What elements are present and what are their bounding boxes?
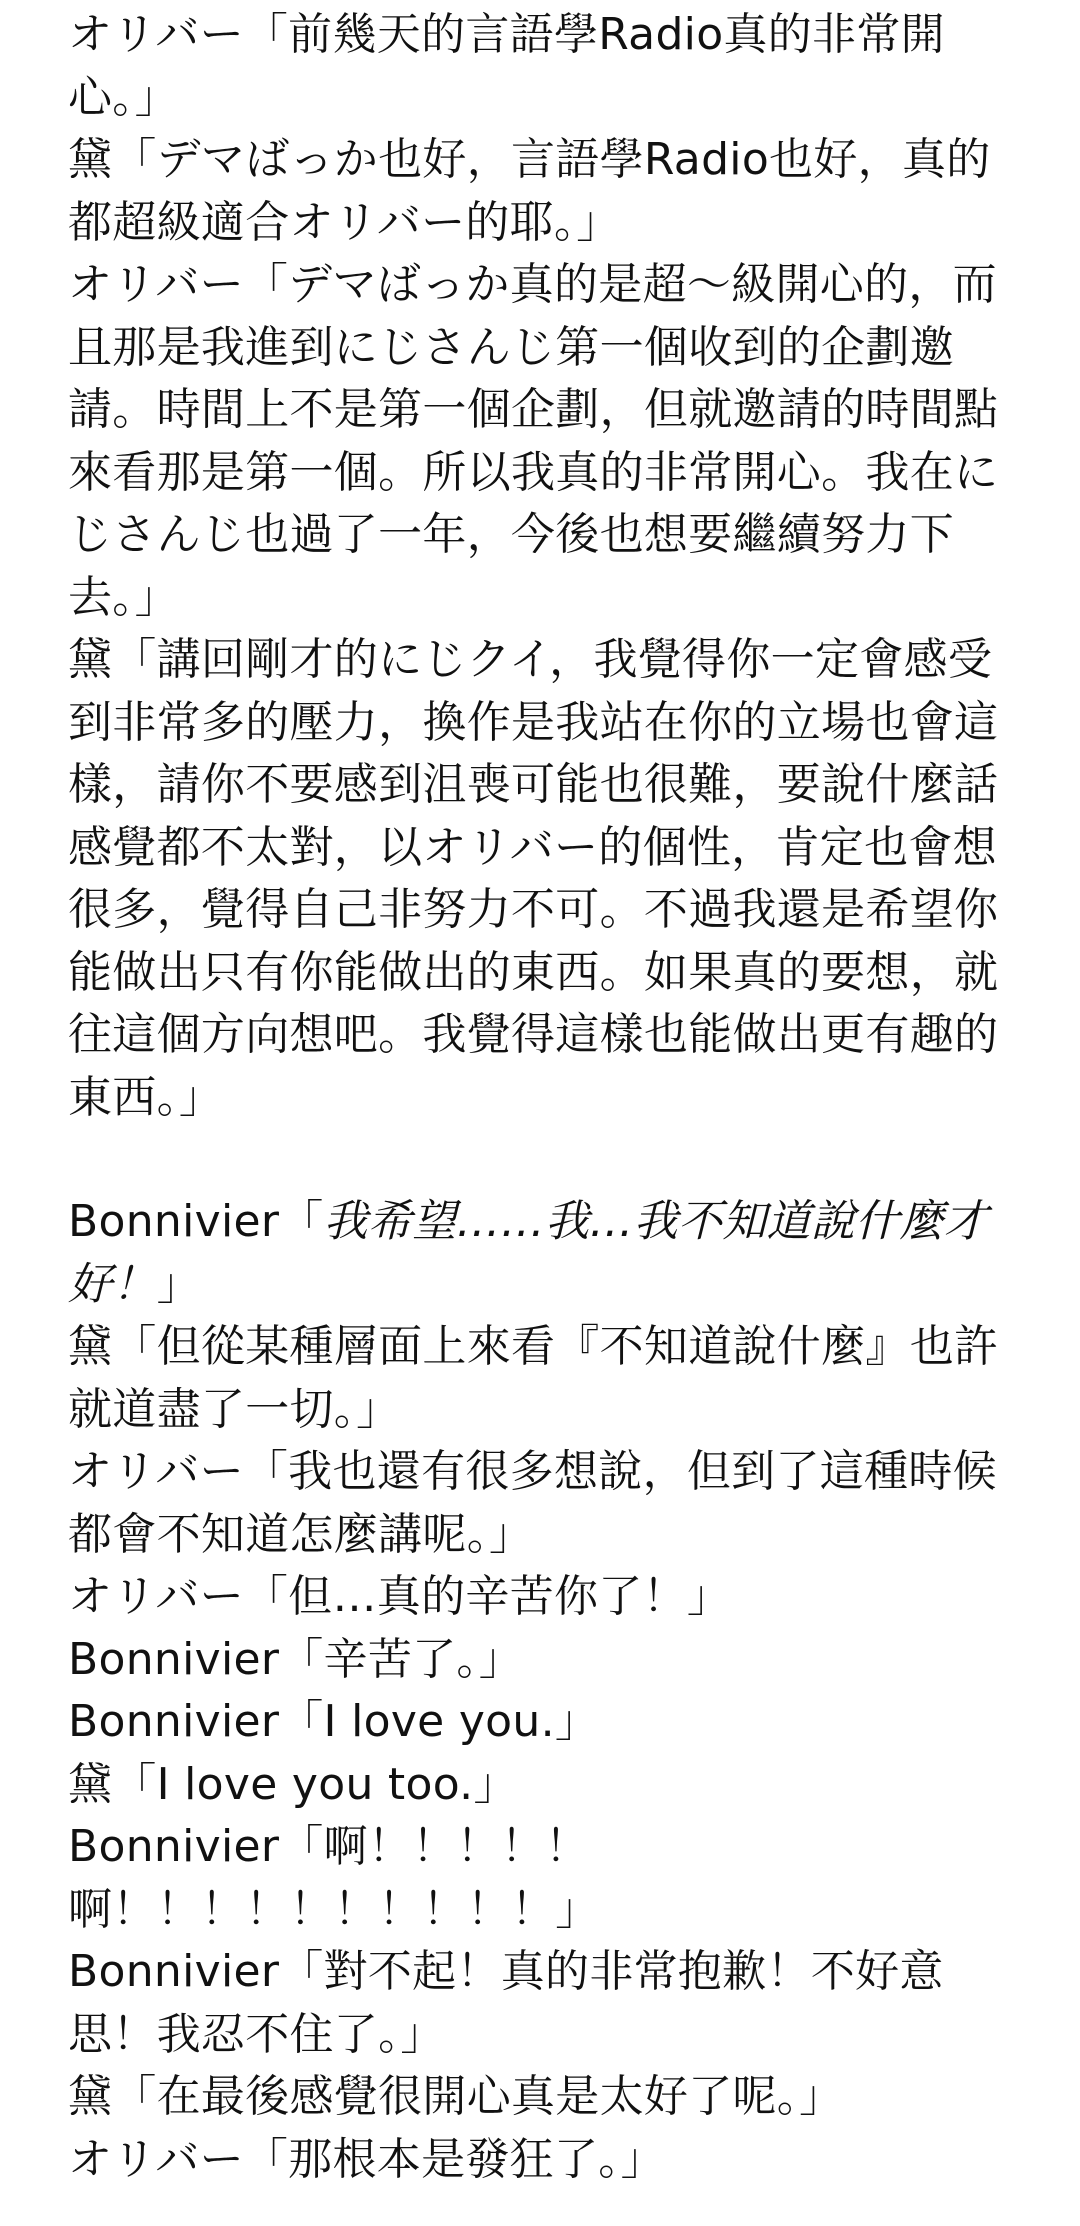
dialogue-line: Bonnivier「對不起！真的非常抱歉！不好意思！我忍不住了。」	[68, 1946, 944, 2060]
speech-close: 」	[156, 1258, 201, 1310]
dialogue-line: Bonnivier「I love you.」	[68, 1696, 600, 1747]
italic-speech: 我希望……我…我不知道說什麼才好！	[68, 1196, 989, 1310]
dialogue-line: 黛「I love you too.」	[68, 1758, 518, 1810]
paragraph-gap	[68, 1129, 1018, 1191]
speaker-prefix: Bonnivier「	[68, 1196, 324, 1247]
dialogue-line: Bonnivier「辛苦了。」	[68, 1633, 524, 1685]
dialogue-line-bonnivier	[68, 1191, 1018, 1316]
dialogue-line: 黛「但從某種層面上來看『不知道說什麼』也許就道盡了一切。」	[68, 1321, 999, 1435]
dialogue-line: Bonnivier「啊！！！！！	[68, 1821, 590, 1872]
dialogue-line: オリバー「但…真的辛苦你了！」	[68, 1571, 732, 1622]
dialogue-line: 啊！！！！！！！！！！」	[68, 1883, 600, 1935]
dialogue-line: オリバー「那根本是發狂了。」	[68, 2133, 665, 2185]
dialogue-line: オリバー「デマばっか真的是超～級開心的，而且那是我進到にじさんじ第一個收到的企劃邀請。時間上不是第一個企劃，但就邀請的時間點來看那是第一個。所以我真的非常開心。我在にじさんじ也過了一年，今後也想要繼續努力下去。」	[68, 259, 999, 623]
dialogue-line: オリバー「前幾天的言語學Radio真的非常開心。」	[68, 9, 945, 123]
dialogue-line: 黛「在最後感覺很開心真是太好了呢。」	[68, 2071, 844, 2122]
dialogue-line: 黛「講回剛才的にじクイ，我覺得你一定會感受到非常多的壓力，換作是我站在你的立場也會這樣，請你不要感到沮喪可能也很難，要說什麼話感覺都不太對，以オリバー的個性，肯定也會想很多，覺得自己非努力不可。不過我還是希望你能做出只有你能做出的東西。如果真的要想，就往這個方向想吧。我覺得這樣也能做出更有趣的東西。」	[68, 634, 999, 1123]
transcript-text	[68, 4, 1018, 2191]
dialogue-line: 黛「デマばっか也好，言語學Radio也好，真的都超級適合オリバー的耶。」	[68, 134, 991, 248]
dialogue-line: オリバー「我也還有很多想說，但到了這種時候都會不知道怎麼講呢。」	[68, 1446, 997, 1560]
